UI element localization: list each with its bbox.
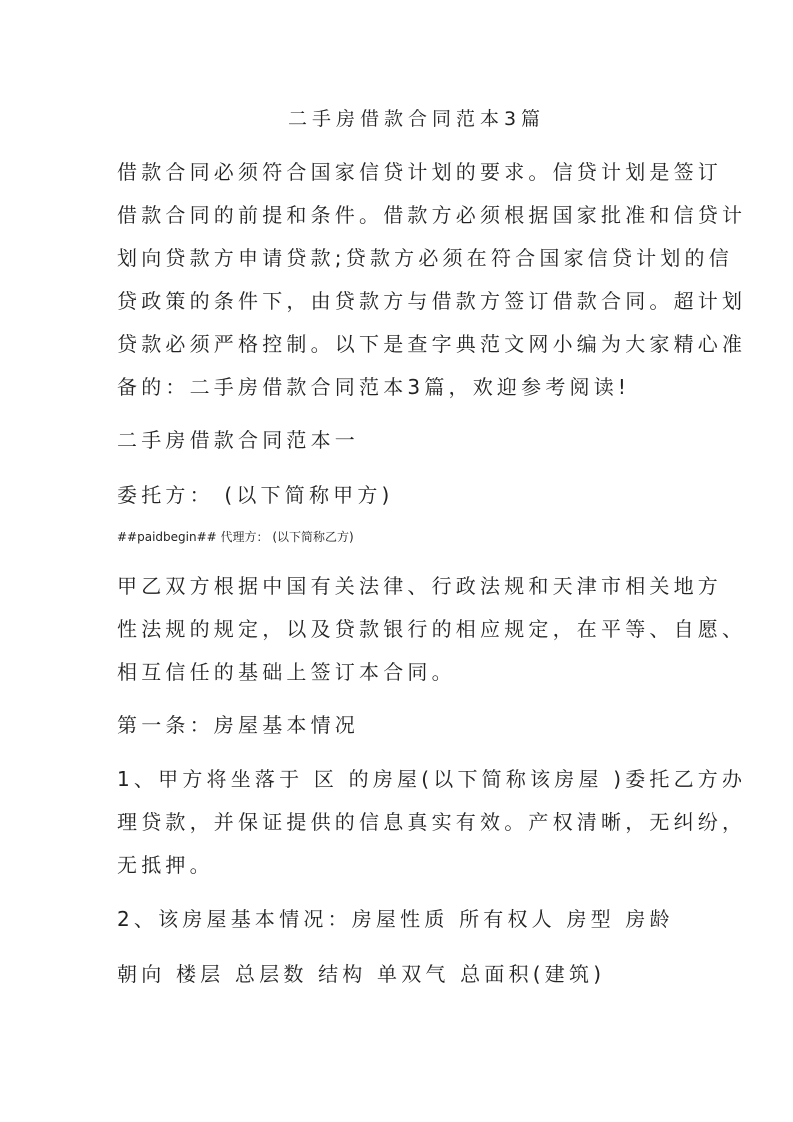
intro-line: 贷政策的条件下，由贷款方与借款方签订借款合同。超计划 bbox=[117, 289, 747, 313]
clause-line: 无抵押。 bbox=[117, 853, 214, 877]
article-heading: 第一条：房屋基本情况 bbox=[117, 713, 359, 737]
document-title: 二手房借款合同范本3篇 bbox=[287, 108, 546, 130]
clause-line: 理贷款，并保证提供的信息真实有效。产权清晰，无纠纷， bbox=[117, 810, 747, 834]
clause-2-line: 2、该房屋基本情况：房屋性质 所有权人 房型 房龄 bbox=[117, 907, 674, 931]
intro-line: 备的：二手房借款合同范本3篇，欢迎参考阅读! bbox=[117, 375, 631, 399]
agreement-line: 相互信任的基础上签订本合同。 bbox=[117, 660, 456, 684]
intro-line: 贷款必须严格控制。以下是查字典范文网小编为大家精心准 bbox=[117, 332, 747, 356]
agent-party-line: ##paidbegin## 代理方： (以下简称乙方) bbox=[117, 530, 354, 544]
section-heading: 二手房借款合同范本一 bbox=[117, 428, 359, 452]
clause-line: 1、甲方将坐落于 区 的房屋(以下简称该房屋 )委托乙方办 bbox=[117, 767, 747, 791]
intro-line: 借款合同必须符合国家信贷计划的要求。信贷计划是签订 bbox=[117, 160, 722, 184]
agreement-line: 甲乙双方根据中国有关法律、行政法规和天津市相关地方 bbox=[117, 574, 722, 598]
agreement-line: 性法规的规定，以及贷款银行的相应规定，在平等、自愿、 bbox=[117, 617, 747, 641]
intro-line: 划向贷款方申请贷款;贷款方必须在符合国家信贷计划的信 bbox=[117, 246, 733, 270]
intro-line: 借款合同的前提和条件。借款方必须根据国家批准和信贷计 bbox=[117, 203, 747, 227]
clause-2-continuation: 朝向 楼层 总层数 结构 单双气 总面积(建筑) bbox=[117, 962, 606, 986]
principal-party-line: 委托方： (以下简称甲方) bbox=[117, 483, 394, 507]
